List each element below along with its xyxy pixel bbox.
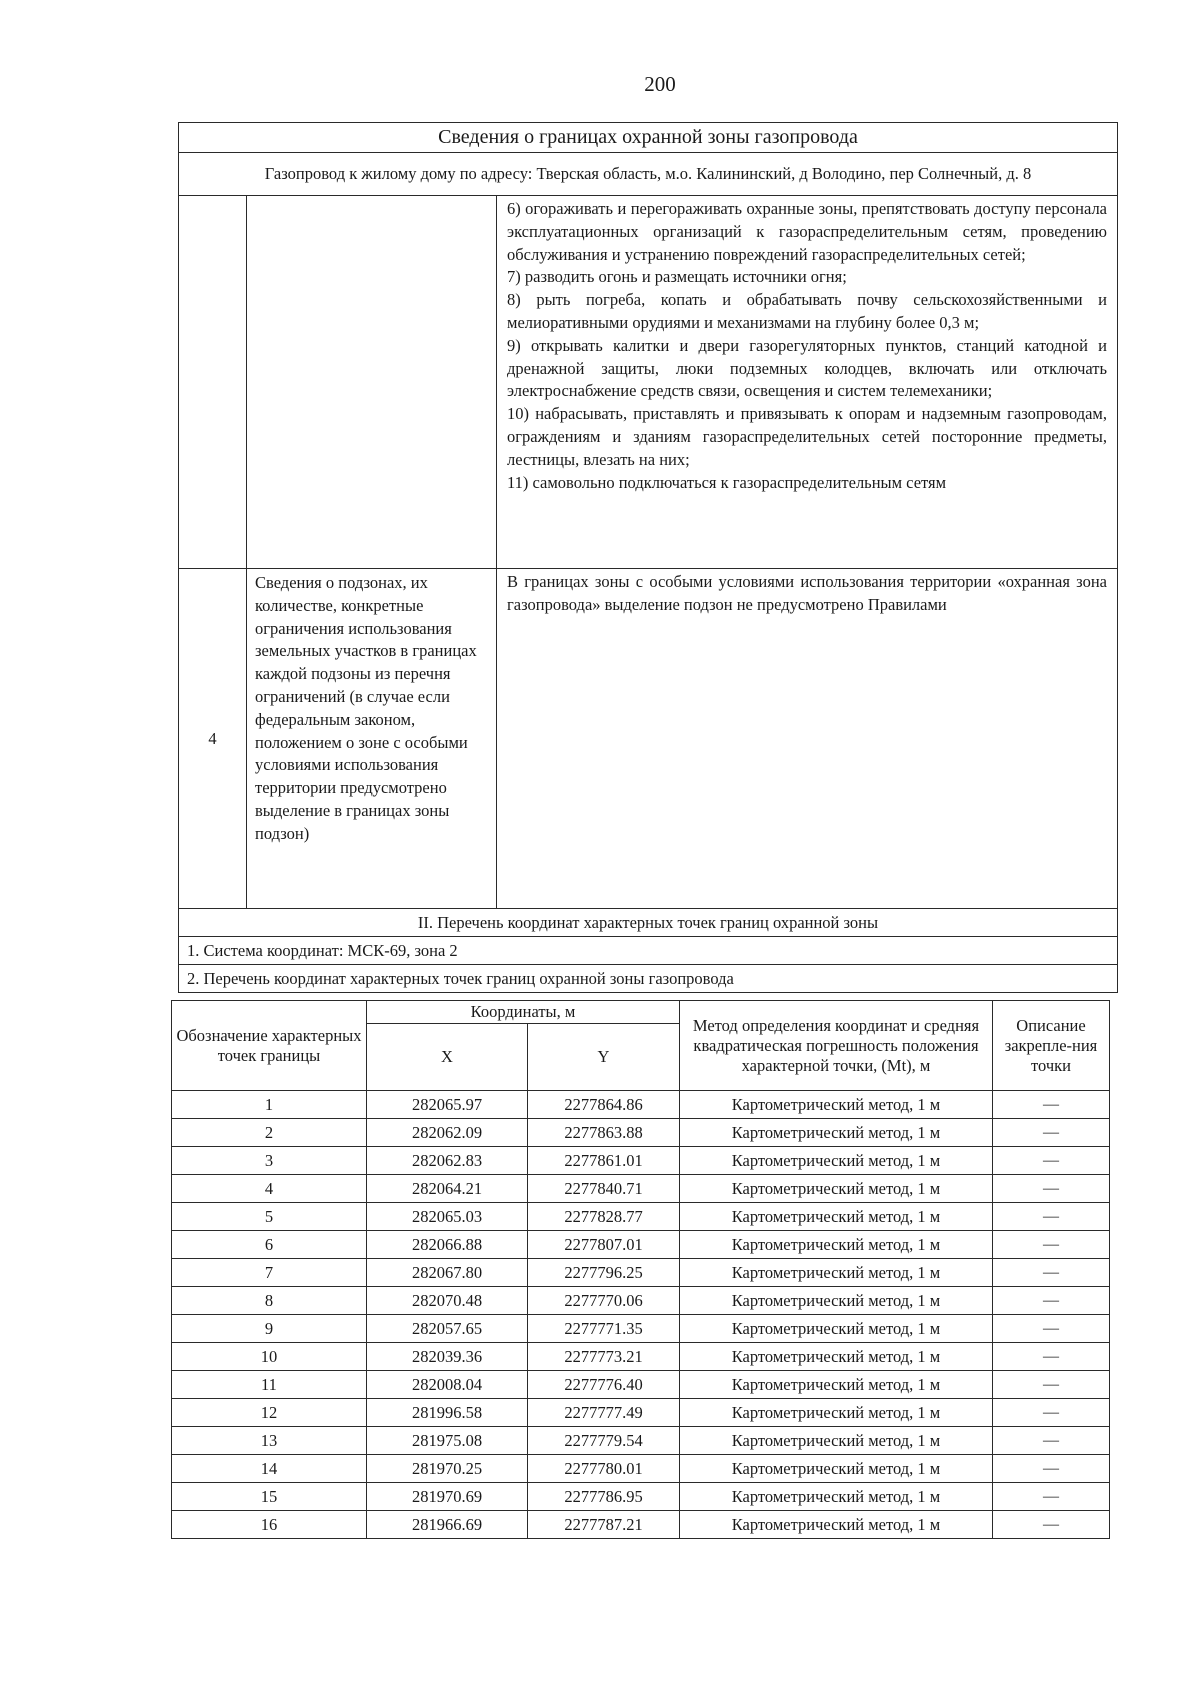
point-number: 4	[172, 1175, 367, 1203]
description-cell: —	[993, 1259, 1110, 1287]
coord-y: 2277864.86	[528, 1091, 680, 1119]
description-cell: —	[993, 1511, 1110, 1539]
table-row	[172, 1511, 1110, 1539]
description-cell: —	[993, 1371, 1110, 1399]
coord-y: 2277863.88	[528, 1119, 680, 1147]
coord-x: 282065.97	[367, 1091, 528, 1119]
header-coordinates: Координаты, м	[367, 1001, 680, 1024]
restriction-item: 10) набрасывать, приставлять и привязывать к опорам и надземным газопроводам, ограждениям и зданиям газораспределительных сетей посторонние предметы, лестницы, влезать на них;	[507, 404, 1108, 469]
table-row	[172, 1175, 1110, 1203]
point-number: 1	[172, 1091, 367, 1119]
method-cell: Картометрический метод, 1 м	[680, 1203, 993, 1231]
coord-y: 2277787.21	[528, 1511, 680, 1539]
point-number: 9	[172, 1315, 367, 1343]
table-row	[172, 1287, 1110, 1315]
method-cell: Картометрический метод, 1 м	[680, 1147, 993, 1175]
table-row	[172, 1455, 1110, 1483]
point-number: 11	[172, 1371, 367, 1399]
description-cell: —	[993, 1399, 1110, 1427]
method-cell: Картометрический метод, 1 м	[680, 1315, 993, 1343]
restrictions-list	[497, 196, 1118, 569]
point-number: 5	[172, 1203, 367, 1231]
points-list-title: 2. Перечень координат характерных точек границ охранной зоны газопровода	[179, 965, 1118, 993]
header-description: Описание закрепле-ния точки	[993, 1001, 1110, 1091]
description-cell: —	[993, 1343, 1110, 1371]
coord-y: 2277777.49	[528, 1399, 680, 1427]
point-number: 12	[172, 1399, 367, 1427]
method-cell: Картометрический метод, 1 м	[680, 1119, 993, 1147]
coord-x: 281970.25	[367, 1455, 528, 1483]
table-row	[172, 1399, 1110, 1427]
zone-info-table	[178, 122, 1118, 993]
header-y: Y	[528, 1024, 680, 1091]
restriction-item: 9) открывать калитки и двери газорегуляторных пунктов, станций катодной и дренажной защиты, люки подземных колодцев, включать или отключать электроснабжение средств связи, освещения и систем телемеханики;	[507, 335, 1108, 401]
method-cell: Картометрический метод, 1 м	[680, 1231, 993, 1259]
description-cell: —	[993, 1483, 1110, 1511]
coord-y: 2277807.01	[528, 1231, 680, 1259]
point-number: 16	[172, 1511, 367, 1539]
gas-pipeline-address: Газопровод к жилому дому по адресу: Тверская область, м.о. Калининский, д Володино, пер Солнечный, д. 8	[179, 153, 1118, 196]
point-number: 14	[172, 1455, 367, 1483]
coord-x: 282062.09	[367, 1119, 528, 1147]
point-number: 13	[172, 1427, 367, 1455]
coord-y: 2277828.77	[528, 1203, 680, 1231]
table-row	[172, 1119, 1110, 1147]
coord-y: 2277779.54	[528, 1427, 680, 1455]
table-row	[172, 1203, 1110, 1231]
coord-x: 282070.48	[367, 1287, 528, 1315]
row-number-empty	[179, 196, 247, 569]
subzone-text: В границах зоны с особыми условиями использования территории «охранная зона газопровода» выделение подзон не предусмотрено Правилами	[497, 569, 1118, 909]
table-row	[172, 1231, 1110, 1259]
header-x: X	[367, 1024, 528, 1091]
point-number: 3	[172, 1147, 367, 1175]
coord-x: 282008.04	[367, 1371, 528, 1399]
description-cell: —	[993, 1455, 1110, 1483]
method-cell: Картометрический метод, 1 м	[680, 1455, 993, 1483]
method-cell: Картометрический метод, 1 м	[680, 1091, 993, 1119]
method-cell: Картометрический метод, 1 м	[680, 1287, 993, 1315]
description-cell: —	[993, 1315, 1110, 1343]
point-number: 10	[172, 1343, 367, 1371]
table-row	[172, 1483, 1110, 1511]
coord-x: 281996.58	[367, 1399, 528, 1427]
coordinate-system: 1. Система координат: МСК-69, зона 2	[179, 937, 1118, 965]
coord-x: 281975.08	[367, 1427, 528, 1455]
description-cell: —	[993, 1147, 1110, 1175]
method-cell: Картометрический метод, 1 м	[680, 1343, 993, 1371]
description-cell: —	[993, 1231, 1110, 1259]
description-cell: —	[993, 1427, 1110, 1455]
coord-x: 282067.80	[367, 1259, 528, 1287]
coord-y: 2277861.01	[528, 1147, 680, 1175]
method-cell: Картометрический метод, 1 м	[680, 1371, 993, 1399]
point-number: 2	[172, 1119, 367, 1147]
restriction-item: 8) рыть погреба, копать и обрабатывать почву сельскохозяйственными и мелиоративными орудиями и механизмами на глубину более 0,3 м;	[507, 290, 1108, 332]
method-cell: Картометрический метод, 1 м	[680, 1483, 993, 1511]
method-cell: Картометрический метод, 1 м	[680, 1259, 993, 1287]
point-number: 15	[172, 1483, 367, 1511]
table-row	[172, 1259, 1110, 1287]
coord-y: 2277773.21	[528, 1343, 680, 1371]
description-cell: —	[993, 1119, 1110, 1147]
restriction-item: 6) огораживать и перегораживать охранные зоны, препятствовать доступу персонала эксплуатационных организаций к газораспределительным сетям, проведению обслуживания и устранению повреждений газораспределительных сетей;	[507, 199, 1108, 264]
point-number: 7	[172, 1259, 367, 1287]
table-row	[172, 1315, 1110, 1343]
coord-x: 282065.03	[367, 1203, 528, 1231]
coord-y: 2277786.95	[528, 1483, 680, 1511]
method-cell: Картометрический метод, 1 м	[680, 1175, 993, 1203]
coord-y: 2277796.25	[528, 1259, 680, 1287]
description-cell: —	[993, 1287, 1110, 1315]
row-label-empty	[247, 196, 497, 569]
coord-x: 282057.65	[367, 1315, 528, 1343]
subzone-label: Сведения о подзонах, их количестве, конкретные ограничения использования земельных участков в границах каждой подзоны из перечня ограничений (в случае если федеральным законом, положением о зоне с особыми условиями использования территории предусмотрено выделение в границах зоны подзон)	[247, 569, 497, 909]
table-row	[172, 1147, 1110, 1175]
method-cell: Картометрический метод, 1 м	[680, 1399, 993, 1427]
coord-x: 282039.36	[367, 1343, 528, 1371]
method-cell: Картометрический метод, 1 м	[680, 1511, 993, 1539]
coord-x: 282066.88	[367, 1231, 528, 1259]
point-number: 8	[172, 1287, 367, 1315]
description-cell: —	[993, 1175, 1110, 1203]
coord-y: 2277840.71	[528, 1175, 680, 1203]
coordinates-table	[171, 1000, 1110, 1539]
header-point: Обозначение характерных точек границы	[172, 1001, 367, 1091]
coord-x: 281966.69	[367, 1511, 528, 1539]
table-row	[172, 1427, 1110, 1455]
description-cell: —	[993, 1091, 1110, 1119]
document-title: Сведения о границах охранной зоны газопровода	[179, 123, 1118, 153]
table-row	[172, 1343, 1110, 1371]
description-cell: —	[993, 1203, 1110, 1231]
coord-x: 282064.21	[367, 1175, 528, 1203]
method-cell: Картометрический метод, 1 м	[680, 1427, 993, 1455]
page-number: 200	[644, 72, 676, 96]
row-number: 4	[179, 569, 247, 909]
coord-x: 282062.83	[367, 1147, 528, 1175]
point-number: 6	[172, 1231, 367, 1259]
section-title: II. Перечень координат характерных точек границ охранной зоны	[179, 909, 1118, 937]
table-row	[172, 1091, 1110, 1119]
coord-y: 2277780.01	[528, 1455, 680, 1483]
coord-y: 2277771.35	[528, 1315, 680, 1343]
coord-x: 281970.69	[367, 1483, 528, 1511]
restriction-item: 7) разводить огонь и размещать источники огня;	[507, 267, 847, 287]
coord-y: 2277770.06	[528, 1287, 680, 1315]
coord-y: 2277776.40	[528, 1371, 680, 1399]
header-method: Метод определения координат и средняя квадратическая погрешность положения характерной точки, (Mt), м	[680, 1001, 993, 1091]
restriction-item: 11) самовольно подключаться к газораспределительным сетям	[507, 472, 947, 492]
table-row	[172, 1371, 1110, 1399]
